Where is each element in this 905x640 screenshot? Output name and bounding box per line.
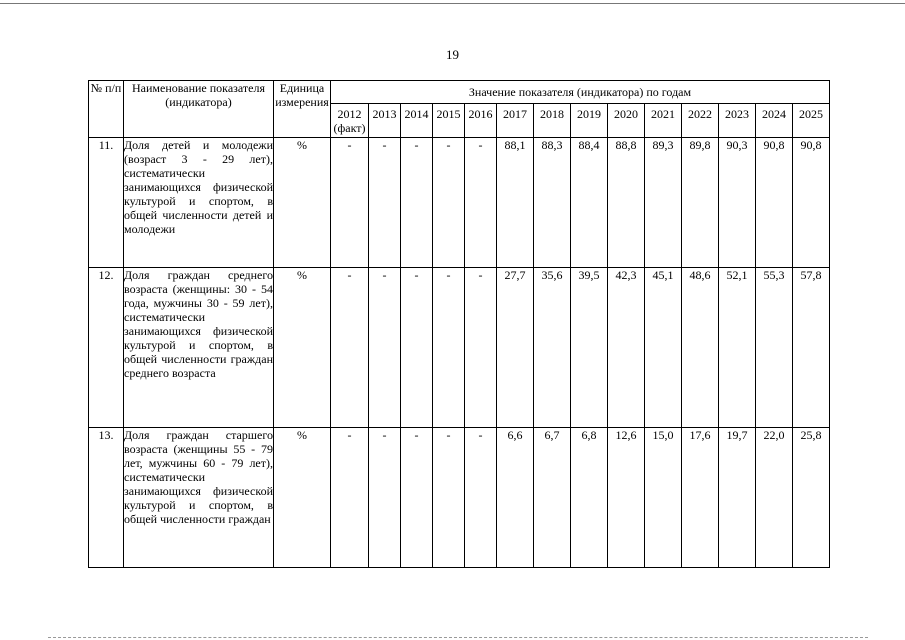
value-cell: -: [331, 268, 369, 428]
table-row: [89, 428, 830, 568]
value-cell: 88,3: [534, 138, 571, 268]
row-number: 13.: [89, 428, 124, 568]
value-cell: -: [331, 428, 369, 568]
header-year: [369, 104, 401, 138]
header-year-note: (факт): [333, 121, 366, 135]
indicator-name: Доля граждан среднего возраста (женщины: 30 - 54 года, мужчины 30 - 59 лет), систематически занимающихся физической культурой и спортом, в общей численности граждан среднего возраста: [124, 268, 274, 428]
value-cell: 48,6: [682, 268, 719, 428]
header-year: [682, 104, 719, 138]
value-cell: 12,6: [608, 428, 645, 568]
header-year-label: 2016: [468, 107, 493, 121]
value-cell: 39,5: [571, 268, 608, 428]
header-year-label: 2025: [799, 107, 823, 121]
value-cell: 55,3: [756, 268, 793, 428]
value-cell: 90,8: [793, 138, 830, 268]
header-year: [756, 104, 793, 138]
header-year-label: 2013: [372, 107, 397, 121]
value-cell: 88,1: [497, 138, 534, 268]
header-year-label: 2021: [651, 107, 675, 121]
value-cell: 25,8: [793, 428, 830, 568]
indicator-table: [88, 80, 830, 568]
header-unit-line2: измерения: [275, 95, 329, 109]
value-cell: -: [369, 268, 401, 428]
top-border-line: [0, 3, 905, 4]
value-cell: 90,8: [756, 138, 793, 268]
header-year-label: 2012: [337, 107, 362, 121]
value-cell: -: [433, 138, 465, 268]
bottom-border-line: [48, 637, 868, 638]
value-cell: 57,8: [793, 268, 830, 428]
value-cell: 45,1: [645, 268, 682, 428]
header-year: [608, 104, 645, 138]
value-cell: -: [433, 428, 465, 568]
header-year-label: 2015: [436, 107, 461, 121]
header-year-label: 2023: [725, 107, 749, 121]
header-year: [793, 104, 830, 138]
indicator-name: Доля детей и молодежи (возраст 3 - 29 лет), систематически занимающихся физической культурой и спортом, в общей численности детей и молодежи: [124, 138, 274, 268]
value-cell: 89,3: [645, 138, 682, 268]
value-cell: -: [369, 428, 401, 568]
header-name-line1: Наименование показателя: [132, 81, 265, 95]
value-cell: 35,6: [534, 268, 571, 428]
value-cell: 27,7: [497, 268, 534, 428]
value-cell: 52,1: [719, 268, 756, 428]
header-name-line2: (индикатора): [165, 95, 232, 109]
header-year-label: 2024: [762, 107, 786, 121]
value-cell: 22,0: [756, 428, 793, 568]
header-year-label: 2018: [540, 107, 564, 121]
value-cell: -: [401, 138, 433, 268]
row-number: 12.: [89, 268, 124, 428]
value-cell: 6,6: [497, 428, 534, 568]
header-values-group: Значение показателя (индикатора) по годам: [331, 81, 830, 104]
value-cell: -: [465, 428, 497, 568]
header-year: [571, 104, 608, 138]
table-row: [89, 268, 830, 428]
unit-cell: %: [274, 428, 331, 568]
unit-cell: %: [274, 138, 331, 268]
header-year-label: 2017: [503, 107, 527, 121]
table-row: [89, 138, 830, 268]
header-year: [534, 104, 571, 138]
value-cell: 17,6: [682, 428, 719, 568]
value-cell: 90,3: [719, 138, 756, 268]
value-cell: 15,0: [645, 428, 682, 568]
header-unit-line1: Единица: [279, 81, 325, 95]
header-year: [465, 104, 497, 138]
value-cell: 89,8: [682, 138, 719, 268]
value-cell: -: [401, 268, 433, 428]
value-cell: -: [465, 138, 497, 268]
header-year: [645, 104, 682, 138]
page-number: 19: [446, 47, 459, 62]
value-cell: -: [433, 268, 465, 428]
header-year-label: 2022: [688, 107, 712, 121]
value-cell: 19,7: [719, 428, 756, 568]
row-number: 11.: [89, 138, 124, 268]
value-cell: -: [401, 428, 433, 568]
value-cell: 42,3: [608, 268, 645, 428]
header-year: [497, 104, 534, 138]
header-year-label: 2014: [404, 107, 429, 121]
value-cell: -: [369, 138, 401, 268]
value-cell: -: [331, 138, 369, 268]
header-year: [331, 104, 369, 138]
value-cell: 6,8: [571, 428, 608, 568]
value-cell: 88,8: [608, 138, 645, 268]
unit-cell: %: [274, 268, 331, 428]
header-name: [124, 81, 274, 138]
header-year-label: 2020: [614, 107, 638, 121]
indicator-name: Доля граждан старшего возраста (женщины 55 - 79 лет, мужчины 60 - 79 лет), систематически занимающихся физической культурой и спортом, в общей численности граждан: [124, 428, 274, 568]
header-year: [719, 104, 756, 138]
header-year: [433, 104, 465, 138]
value-cell: 88,4: [571, 138, 608, 268]
header-unit: [274, 81, 331, 138]
header-num: № п/п: [89, 81, 124, 138]
header-year-label: 2019: [577, 107, 601, 121]
value-cell: 6,7: [534, 428, 571, 568]
header-year: [401, 104, 433, 138]
value-cell: -: [465, 268, 497, 428]
